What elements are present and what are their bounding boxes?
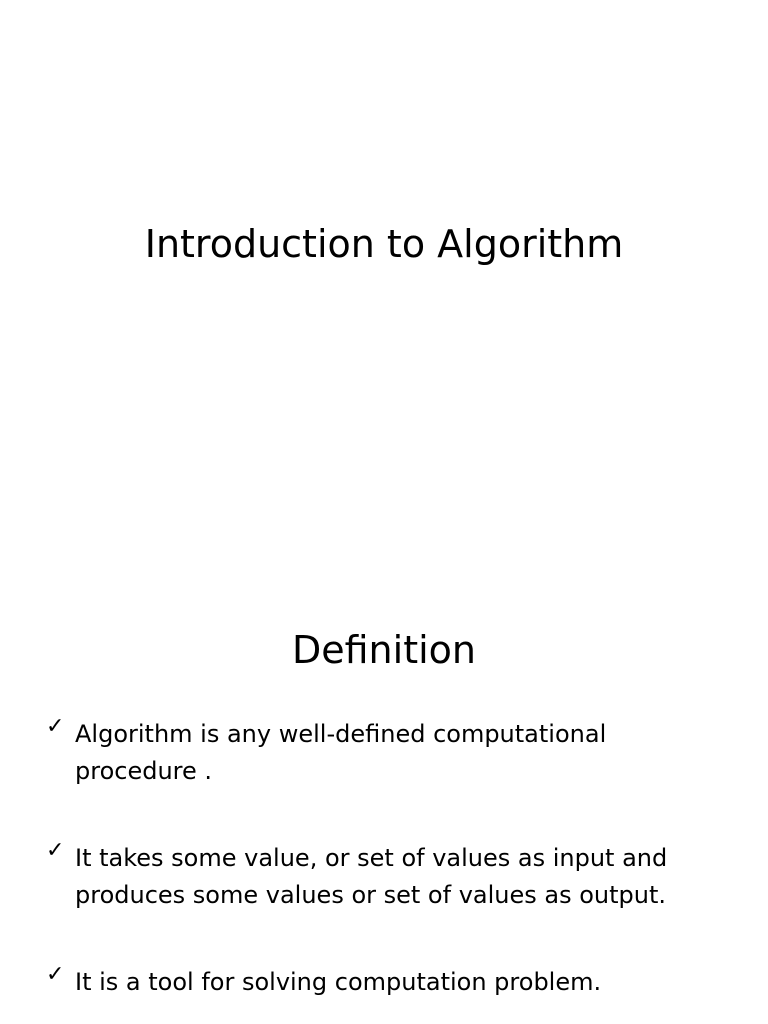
checkmark-icon: ✓ xyxy=(46,962,65,987)
slide-title: Introduction to Algorithm xyxy=(144,222,624,266)
bullet-text: It takes some value, or set of values as input and produces some values or set of values as output. xyxy=(75,844,668,909)
bullet-text: It is a tool for solving computation problem. xyxy=(75,968,602,996)
checkmark-icon: ✓ xyxy=(46,838,65,863)
section-heading: Definition xyxy=(291,628,476,672)
bullet-item xyxy=(46,964,726,1001)
bullet-item xyxy=(46,716,726,790)
bullet-item xyxy=(46,840,726,914)
checkmark-icon: ✓ xyxy=(46,714,65,739)
bullet-text: Algorithm is any well-defined computational procedure . xyxy=(75,720,607,785)
